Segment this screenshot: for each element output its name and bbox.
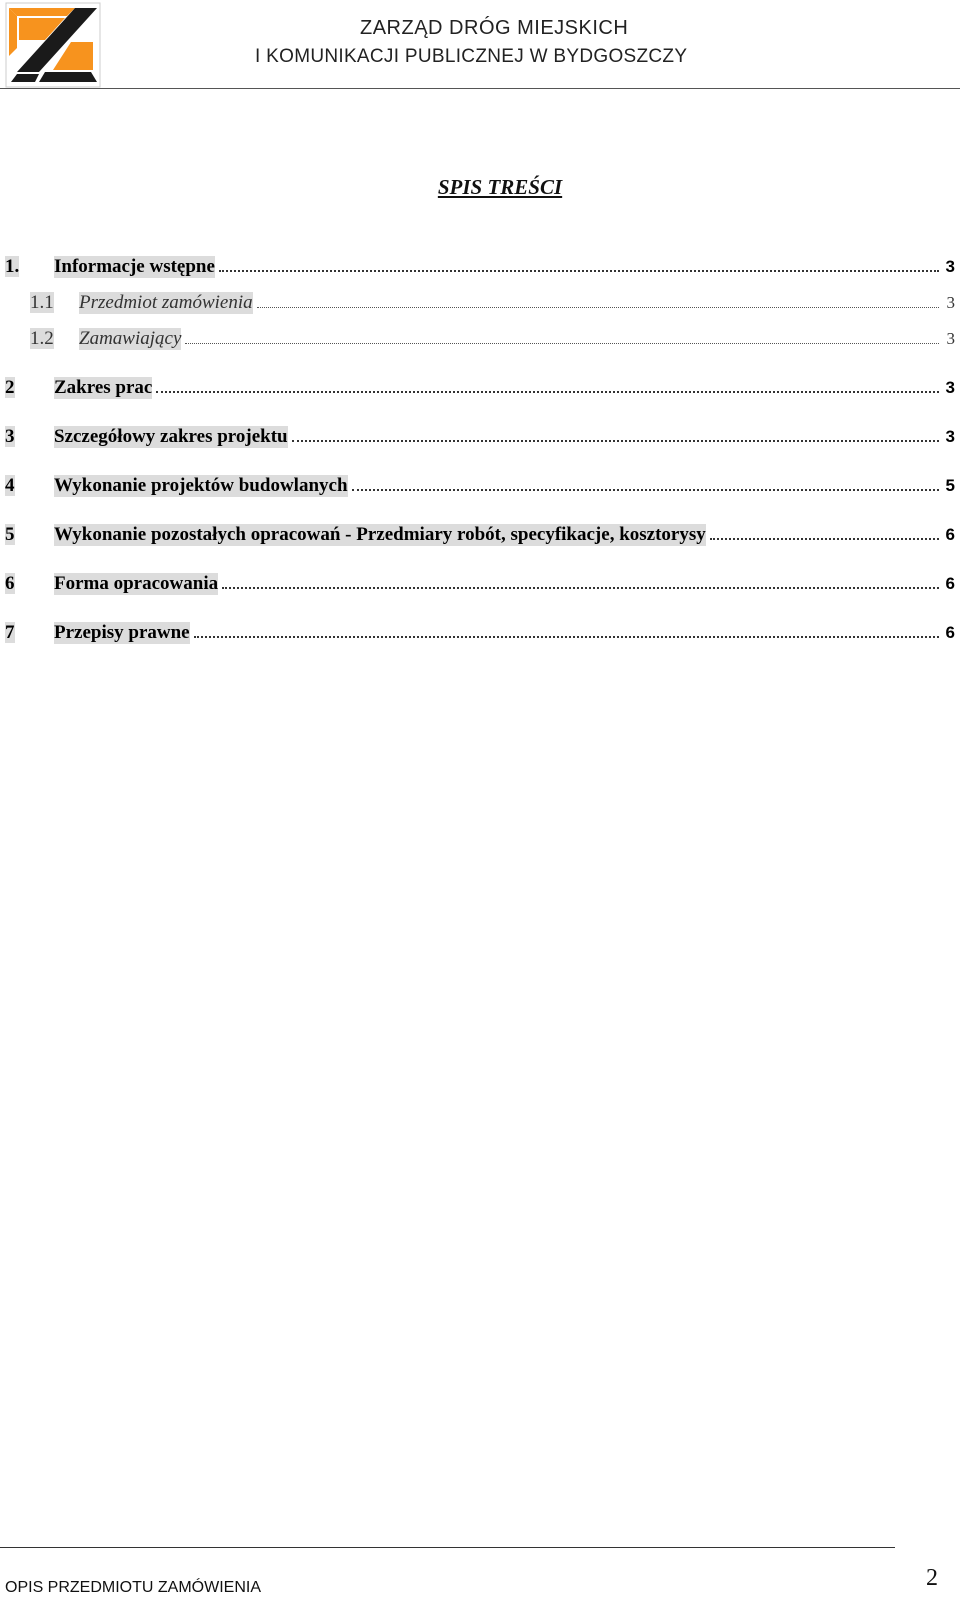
header-divider bbox=[0, 88, 960, 89]
toc-dot-leader bbox=[219, 264, 939, 272]
toc-dot-leader bbox=[185, 337, 939, 344]
toc-entry-number: 3 bbox=[5, 426, 15, 447]
toc-entry-number: 4 bbox=[5, 475, 15, 496]
toc-dot-leader bbox=[710, 532, 939, 540]
page-number: 2 bbox=[926, 1565, 938, 1591]
toc-entry-title: Informacje wstępne bbox=[54, 256, 215, 277]
toc-entry-title: Zamawiający bbox=[79, 328, 182, 349]
toc-entry[interactable] bbox=[5, 524, 955, 550]
footer-document-title: OPIS PRZEDMIOTU ZAMÓWIENIA bbox=[5, 1579, 262, 1596]
toc-entry-page: 6 bbox=[945, 623, 955, 642]
toc-entry-page: 6 bbox=[945, 574, 955, 593]
toc-entry[interactable] bbox=[5, 426, 955, 452]
toc-entry-page: 3 bbox=[945, 257, 955, 276]
toc-entry[interactable] bbox=[5, 475, 955, 501]
page-header bbox=[0, 0, 960, 90]
toc-entry-page: 3 bbox=[945, 378, 955, 397]
toc-entry[interactable] bbox=[5, 328, 955, 354]
toc-dot-leader bbox=[156, 385, 939, 393]
toc-entry-title: Przepisy prawne bbox=[54, 622, 190, 643]
toc-entry[interactable] bbox=[5, 622, 955, 648]
toc-entry-title: Przedmiot zamówienia bbox=[79, 292, 253, 313]
footer-divider bbox=[0, 1547, 895, 1548]
toc-entry-number: 1. bbox=[5, 256, 20, 277]
toc-entry-page: 3 bbox=[945, 427, 955, 446]
toc-entry-number: 1.1 bbox=[30, 292, 54, 313]
toc-entry-number: 6 bbox=[5, 573, 15, 594]
toc-entry-page: 5 bbox=[945, 476, 955, 495]
toc-entry-title: Forma opracowania bbox=[54, 573, 219, 594]
toc-entry-page: 3 bbox=[946, 329, 955, 348]
toc-entry[interactable] bbox=[5, 573, 955, 599]
toc-dot-leader bbox=[292, 434, 939, 442]
toc-dot-leader bbox=[194, 630, 939, 638]
toc-title: SPIS TREŚCI bbox=[437, 175, 563, 199]
toc-entry-page: 3 bbox=[946, 293, 955, 312]
toc-entry-title: Zakres prac bbox=[54, 377, 153, 398]
toc-entry[interactable] bbox=[5, 292, 955, 318]
toc-dot-leader bbox=[222, 581, 939, 589]
organization-name-line1: ZARZĄD DRÓG MIEJSKICH bbox=[360, 17, 629, 39]
toc-entry-number: 1.2 bbox=[30, 328, 54, 349]
toc-entry-number: 5 bbox=[5, 524, 15, 545]
toc-entry-number: 2 bbox=[5, 377, 15, 398]
toc-entry-title: Wykonanie pozostałych opracowań - Przedmiary robót, specyfikacje, kosztorysy bbox=[54, 524, 706, 545]
zdmikp-logo bbox=[5, 2, 101, 88]
toc-entry[interactable] bbox=[5, 377, 955, 403]
toc-dot-leader bbox=[352, 483, 939, 491]
toc-entry-title: Szczegółowy zakres projektu bbox=[54, 426, 288, 447]
toc-entry-title: Wykonanie projektów budowlanych bbox=[54, 475, 348, 496]
organization-name-line2: I KOMUNIKACJI PUBLICZNEJ W BYDGOSZCZY bbox=[255, 46, 688, 67]
toc-dot-leader bbox=[257, 301, 939, 308]
toc-entry[interactable] bbox=[5, 256, 955, 282]
toc-entry-number: 7 bbox=[5, 622, 15, 643]
toc-entry-page: 6 bbox=[945, 525, 955, 544]
